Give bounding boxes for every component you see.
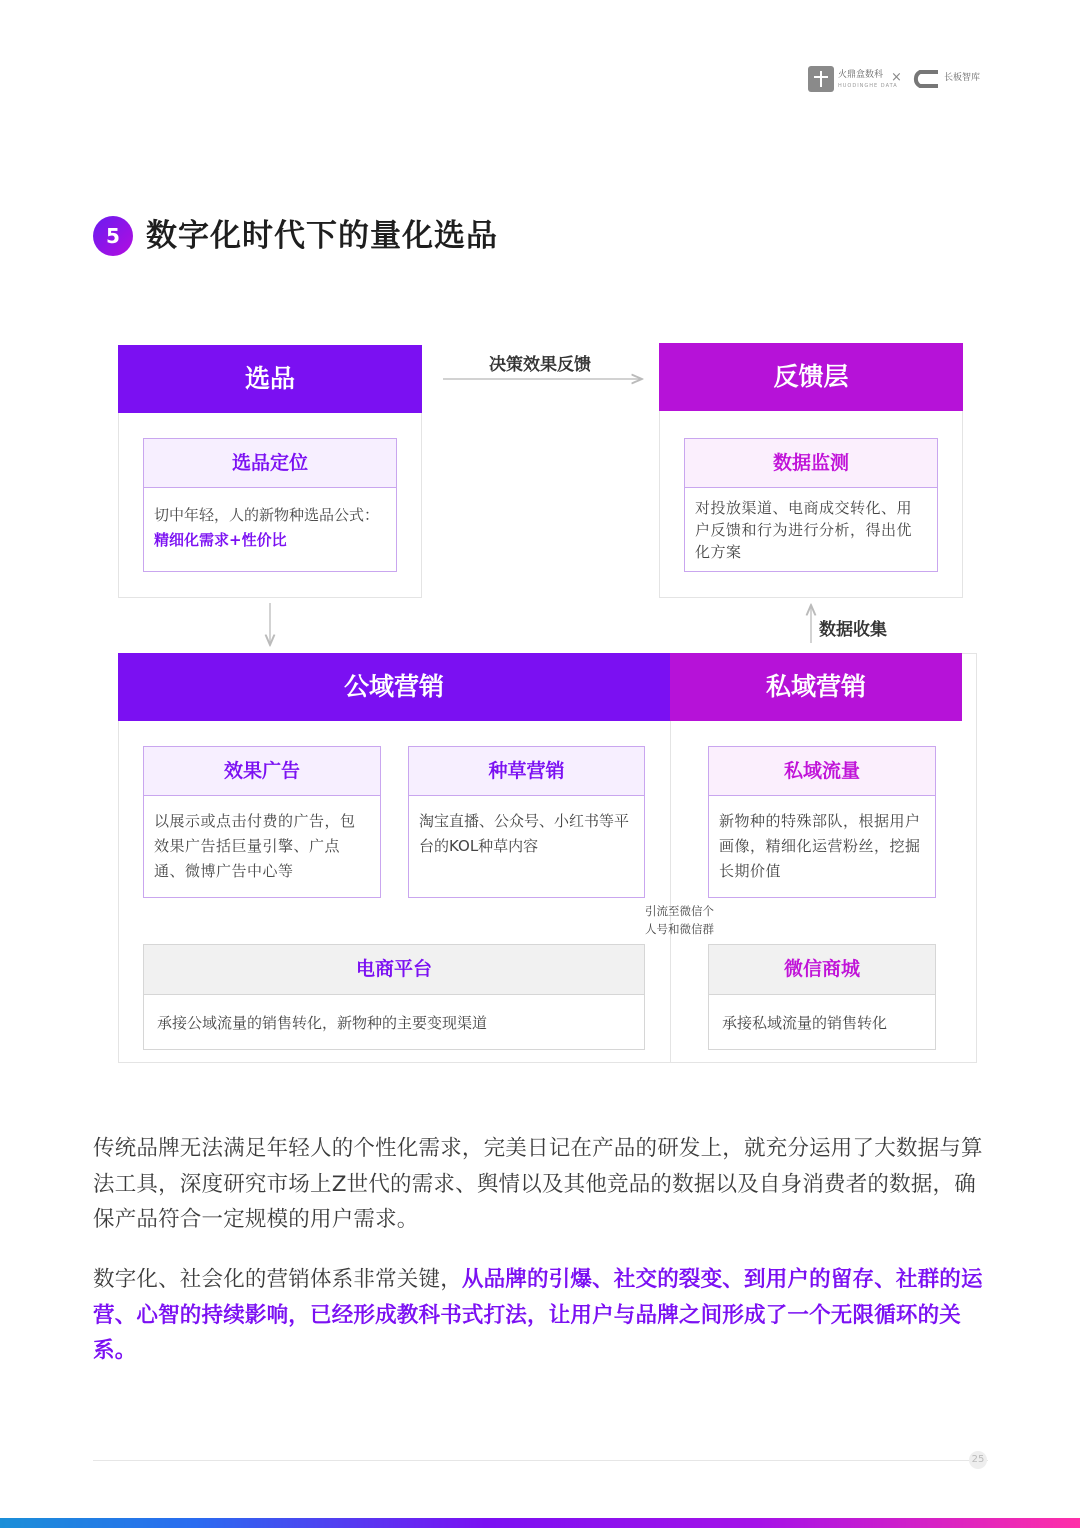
seeding-marketing-card	[408, 746, 645, 898]
decision-feedback-label: 决策效果反馈	[489, 355, 591, 375]
private-marketing-header: 私域营销	[670, 653, 962, 721]
ecommerce-platform-card	[143, 944, 645, 1050]
data-monitoring-text: 对投放渠道、电商成交转化、用户反馈和行为进行分析，得出优化方案	[695, 499, 913, 561]
wechat-mall-title: 微信商城	[709, 945, 935, 995]
paragraph-2-highlight: 从品牌的引爆、社交的裂变、到用户的留存、社群的运营、心智的持续影响，已经形成教科书式打法，让用户与品牌之间形成了一个无限循环的关系。	[93, 1267, 983, 1363]
logo-separator: ×	[891, 70, 902, 85]
selection-header: 选品	[118, 345, 422, 413]
public-marketing-header: 公域营销	[118, 653, 670, 721]
footer-divider	[93, 1460, 988, 1461]
page-number: 25	[969, 1451, 987, 1469]
ecommerce-platform-title: 电商平台	[144, 945, 644, 995]
private-traffic-card	[708, 746, 936, 898]
seeding-marketing-text: 淘宝直播、公众号、小红书等平台的KOL种草内容	[419, 812, 630, 855]
changban-logo-text: 长板智库	[944, 73, 981, 83]
data-collect-label: 数据收集	[819, 620, 887, 640]
performance-ads-card	[143, 746, 381, 898]
wechat-diversion-label-line1: 引流至微信个	[645, 904, 714, 918]
huodinghe-logo-text: 火鼎盒数科	[838, 70, 884, 80]
huodinghe-logo-subtext: HUODINGHE DATA	[838, 83, 898, 89]
data-monitoring-title: 数据监测	[685, 439, 937, 488]
section-number-badge: 5	[93, 216, 133, 256]
selection-positioning-card	[143, 438, 397, 572]
performance-ads-text: 以展示或点击付费的广告，包效果广告括巨量引擎、广点通、微博广告中心等	[154, 812, 356, 880]
selection-positioning-title: 选品定位	[144, 439, 396, 488]
bottom-gradient-strip	[0, 1518, 1080, 1528]
selection-positioning-text: 切中年轻，人的新物种选品公式：精细化需求+性价比	[154, 506, 380, 549]
section-title: 数字化时代下的量化选品	[146, 218, 498, 254]
wechat-mall-text: 承接私域流量的销售转化	[722, 1014, 888, 1032]
private-traffic-title: 私域流量	[709, 747, 935, 796]
feedback-header: 反馈层	[659, 343, 963, 411]
selection-formula-highlight: 精细化需求+性价比	[154, 531, 287, 549]
ecommerce-platform-text: 承接公域流量的销售转化，新物种的主要变现渠道	[157, 1014, 488, 1032]
performance-ads-title: 效果广告	[144, 747, 380, 796]
body-paragraph-1: 传统品牌无法满足年轻人的个性化需求，完美日记在产品的研发上，就充分运用了大数据与算法工具，深度研究市场上Z世代的需求、舆情以及其他竞品的数据以及自身消费者的数据，确保产品符合一定规模的用户需求。	[93, 1136, 983, 1232]
private-traffic-text: 新物种的特殊部队，根据用户画像，精细化运营粉丝，挖掘长期价值	[719, 812, 921, 880]
seeding-marketing-title: 种草营销	[409, 747, 644, 796]
data-monitoring-card	[684, 438, 938, 572]
body-paragraph-2: 数字化、社会化的营销体系非常关键，从品牌的引爆、社交的裂变、到用户的留存、社群的运营、心智的持续影响，已经形成教科书式打法，让用户与品牌之间形成了一个无限循环的关系。	[93, 1267, 983, 1363]
wechat-diversion-label-line2: 人号和微信群	[645, 922, 714, 936]
marketing-divider	[670, 721, 671, 1063]
wechat-mall-card	[708, 944, 936, 1050]
